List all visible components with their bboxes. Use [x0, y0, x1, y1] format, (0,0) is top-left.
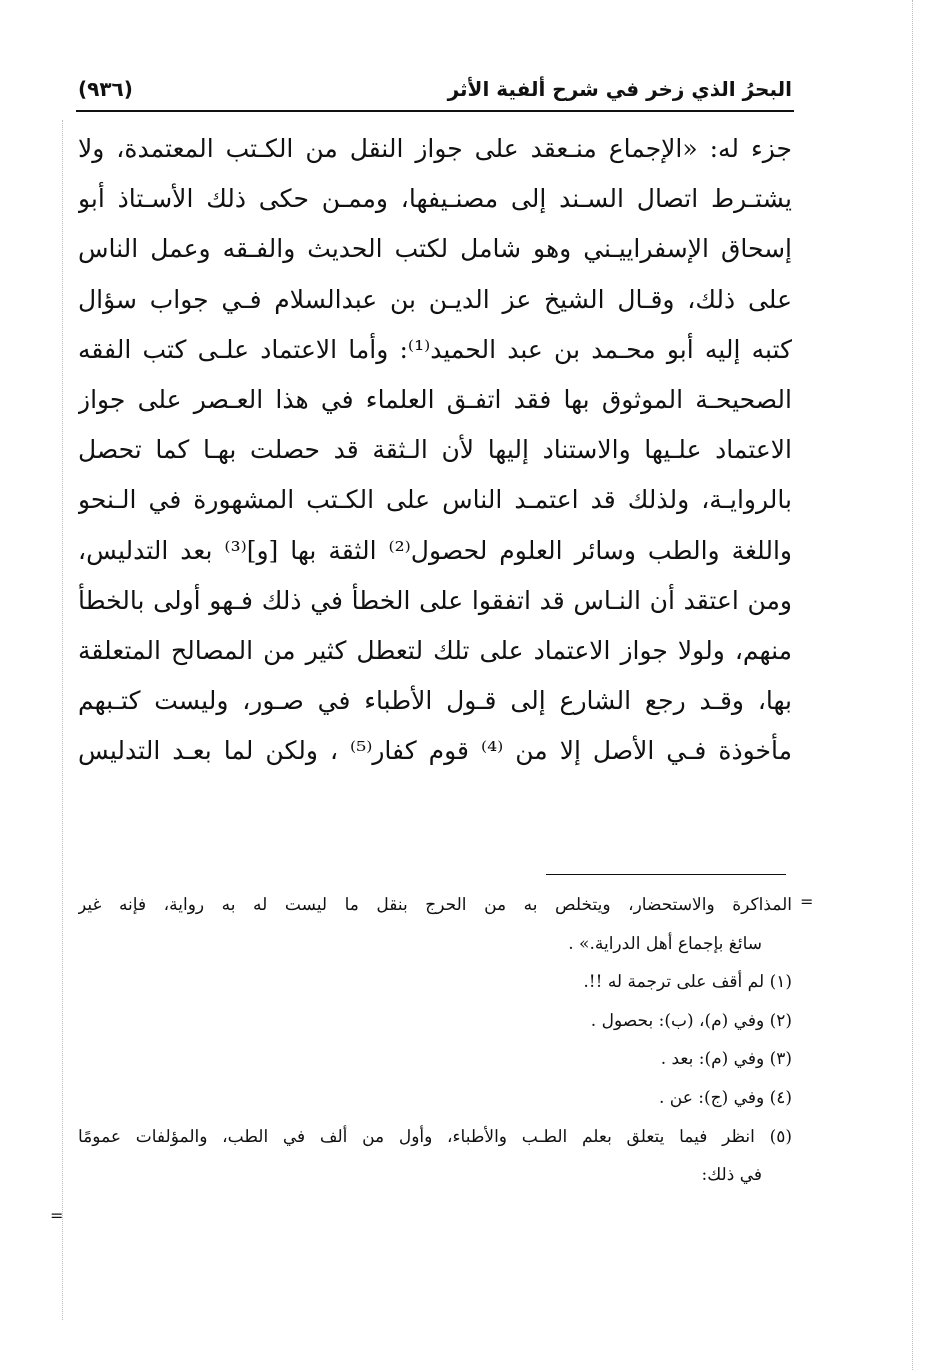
footnote-line: (٤) وفي (ج): عن .: [659, 1087, 792, 1108]
continuation-mark-bottom: =: [50, 1206, 64, 1225]
text-line: إسحاق الإسفراييـني وهو شامل لكتب الحديث والفـقه وعمل الناس: [78, 234, 792, 264]
text-line: منهم، ولولا جواز الاعتماد على تلك لتعطل كثير من المصالح المتعلقة: [78, 635, 792, 665]
footnote-line: (٢) وفي (م)، (ب): بحصول .: [590, 1010, 792, 1031]
running-header: [78, 72, 792, 106]
footnote-separator: [546, 874, 786, 875]
text-line: ومن اعتقد أن النـاس قد اتفقوا على الخطأ في ذلك فـهو أولى بالخطأ: [78, 585, 792, 615]
text-line: الاعتماد علـيها والاستناد إليها لأن الـثقة قد حصلت بهـا كما تحصل: [78, 435, 792, 465]
footnote-line: (٣) وفي (م): بعد .: [660, 1049, 792, 1070]
scan-margin-line-left: [62, 120, 63, 1320]
main-text: [78, 124, 792, 776]
text-line: واللغة والطب وسائر العلوم لحصول⁽²⁾ الثقة بها [و]⁽³⁾ بعد التدليس،: [78, 535, 792, 565]
scan-margin-line-right: [912, 0, 913, 1370]
text-line: الصحيحـة الموثوق بها فقد اتفـق العلماء في هذا العـصر على جواز: [78, 384, 792, 414]
text-line: على ذلك، وقـال الشيخ عز الديـن بن عبدالسلام فـي جواب سؤال: [78, 284, 792, 314]
header-rule: [76, 110, 794, 112]
footnotes: [78, 886, 792, 1195]
footnote-line: (٥) انظر فيما يتعلق بعلم الطـب والأطباء، وأول من ألف في الطب، والمؤلفات عمومًا: [78, 1126, 792, 1147]
text-line: يشتـرط اتصال السـند إلى مصنـيفها، وممـن حكى ذلك الأسـتاذ أبو: [78, 184, 792, 214]
text-line: كتبه إليه أبو محـمد بن عبد الحميد⁽¹⁾: وأما الاعتماد علـى كتب الفقه: [78, 334, 792, 364]
text-line: جزء له: «الإجماع منـعقد على جواز النقل من الكـتب المعتمدة، ولا: [78, 134, 792, 163]
footnote-line: في ذلك:: [701, 1165, 762, 1186]
footnote-line: سائغ بإجماع أهل الدراية.» .: [568, 933, 762, 954]
book-title: البحرُ الذي زخر في شرح ألفية الأثر: [447, 77, 792, 101]
text-line: مأخوذة فـي الأصل إلا من ⁽⁴⁾ قوم كفار⁽⁵⁾ ، ولكن لما بعـد التدليس: [78, 736, 792, 766]
text-line: بالروايـة، ولذلك قد اعتمـد الناس على الكـتب المشهورة في الـنحو: [78, 485, 792, 515]
text-line: بها، وقـد رجع الشارع إلى قـول الأطباء في صـور، وليست كتـبهم: [78, 686, 792, 716]
footnote-line: المذاكرة والاستحضار، ويتخلص به من الحرج بنقل ما ليست له به رواية، فإنه غير: [78, 895, 792, 915]
footnote-line: (١) لم أقف على ترجمة له !!.: [583, 972, 792, 993]
page-number: (٩٣٦): [78, 77, 133, 101]
continuation-mark-top: =: [800, 892, 814, 911]
